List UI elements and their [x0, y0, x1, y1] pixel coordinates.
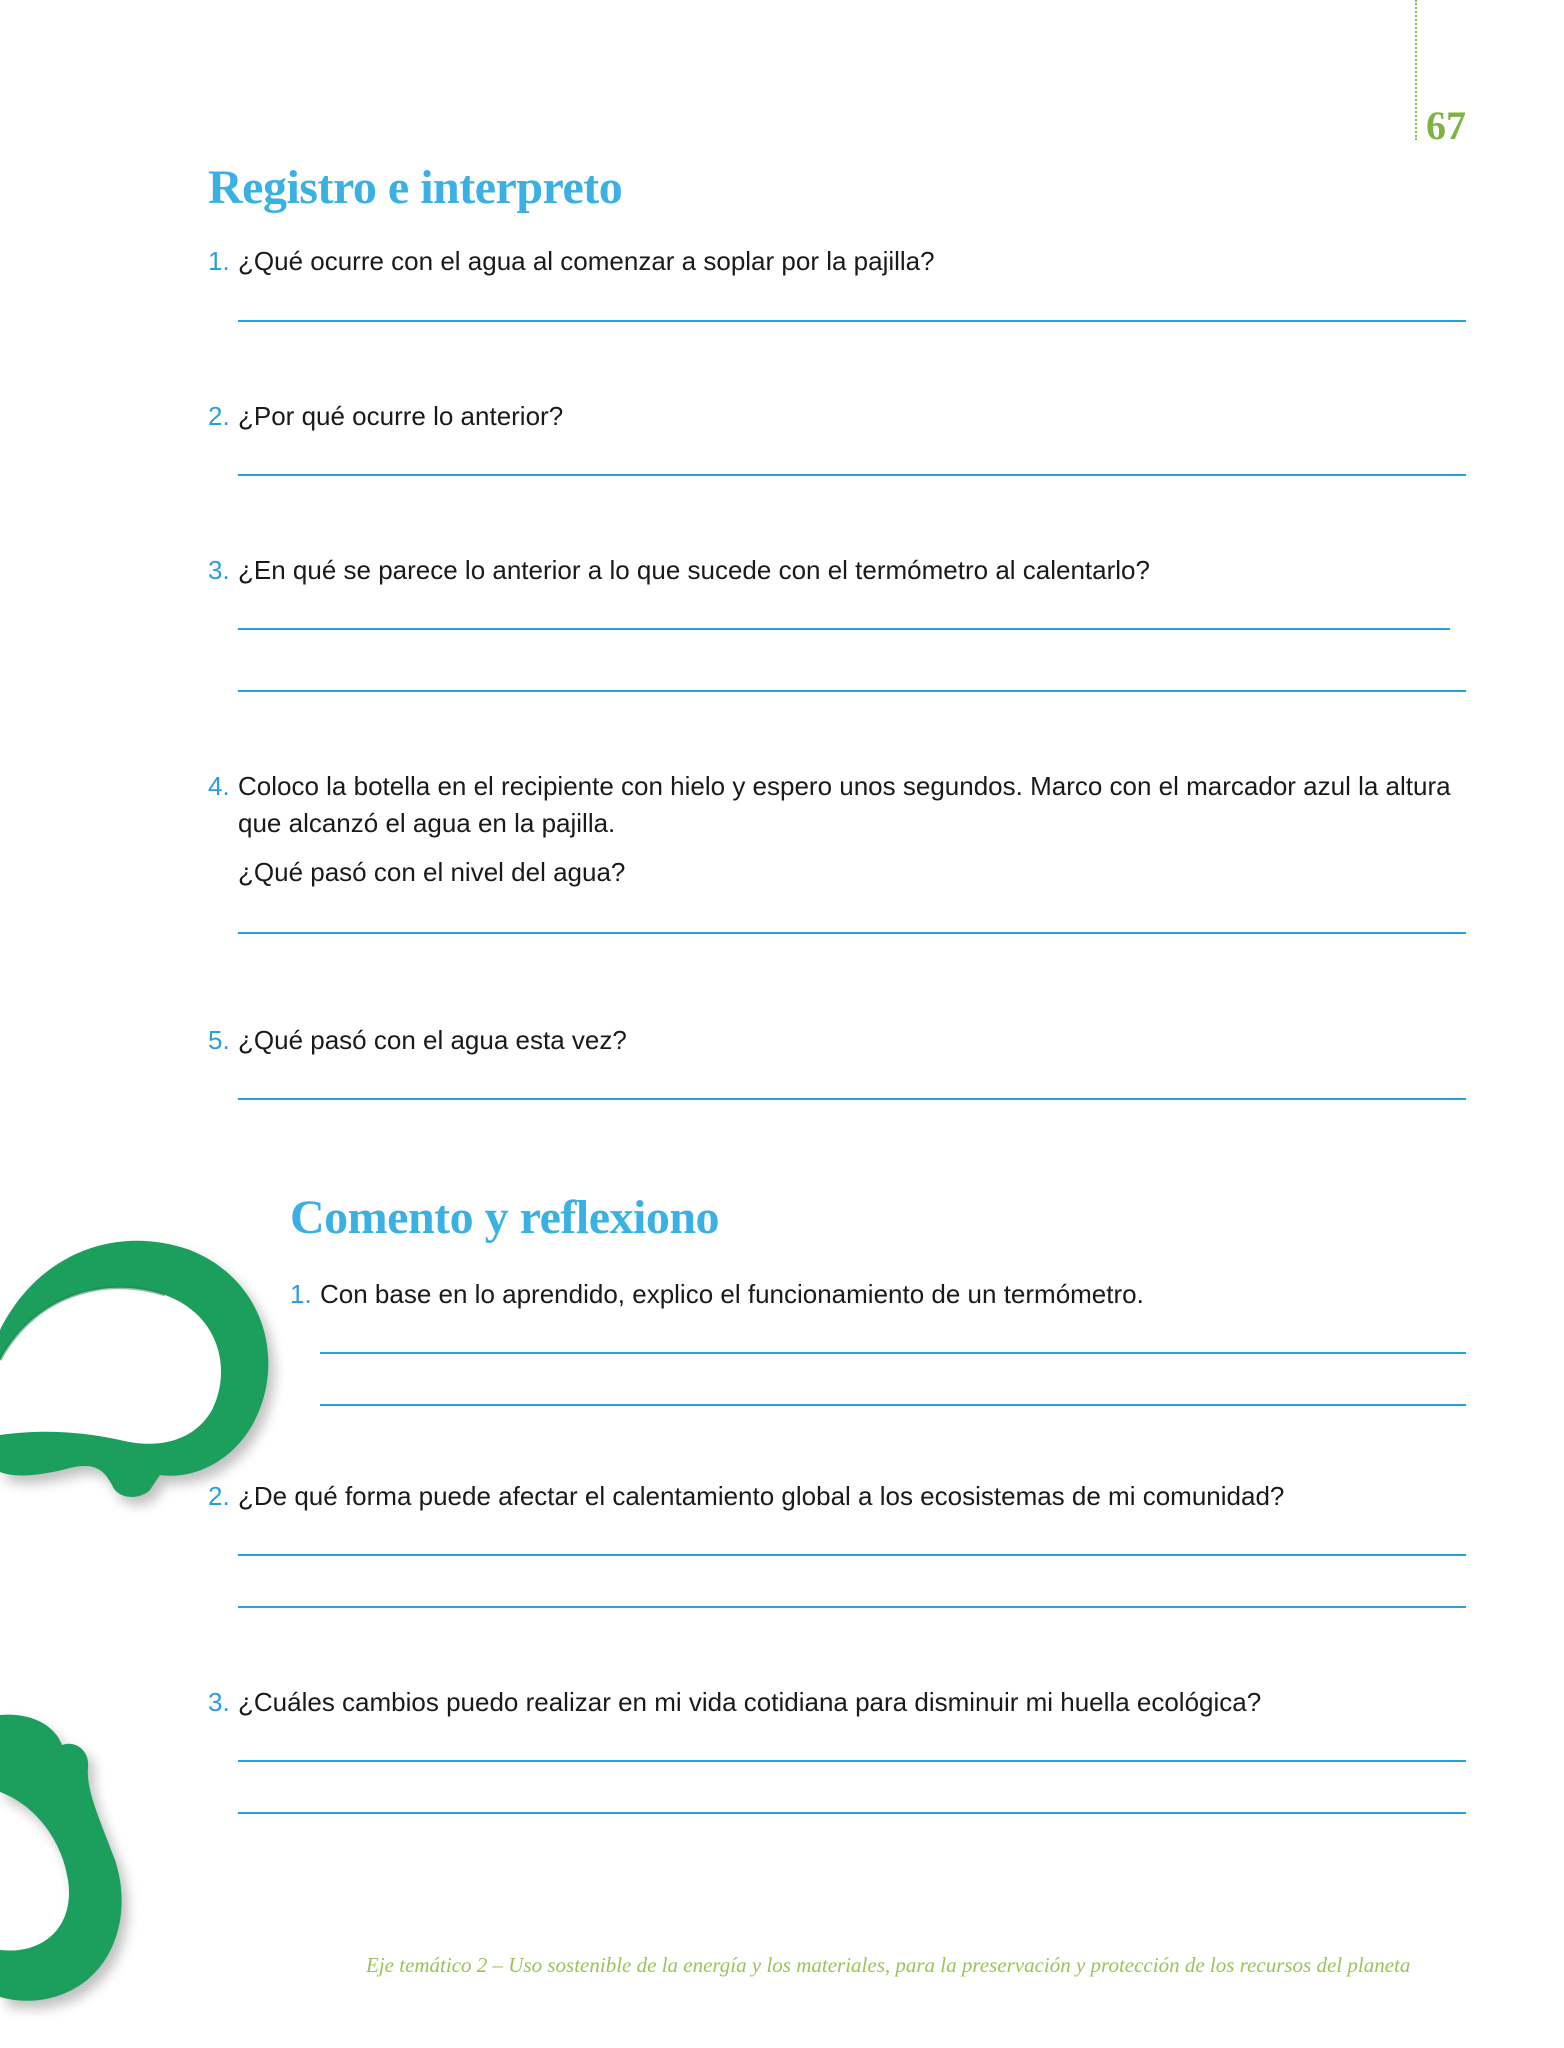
question-number: 2. — [208, 1481, 230, 1511]
question-3 — [208, 552, 1478, 589]
section-title-comento: Comento y reflexiono — [290, 1191, 720, 1244]
answer-line[interactable] — [238, 320, 1466, 322]
question-4 — [208, 768, 1478, 891]
question-number: 1. — [290, 1279, 312, 1309]
answer-line[interactable] — [320, 1352, 1466, 1354]
answer-line[interactable] — [238, 1760, 1466, 1762]
page-edge-rule — [1415, 0, 1417, 140]
answer-line[interactable] — [238, 1554, 1466, 1556]
question-5 — [208, 1022, 1478, 1059]
reflection-question-2 — [208, 1478, 1478, 1515]
question-text: Con base en lo aprendido, explico el funcionamiento de un termómetro. — [320, 1279, 1144, 1309]
question-number: 5. — [208, 1025, 230, 1055]
section-title-registro: Registro e interpreto — [208, 161, 623, 214]
question-2 — [208, 398, 1478, 435]
answer-line[interactable] — [238, 474, 1466, 476]
question-1 — [208, 243, 1478, 280]
reflection-question-3 — [208, 1684, 1478, 1721]
answer-line[interactable] — [238, 628, 1450, 630]
answer-line[interactable] — [238, 1812, 1466, 1814]
page-number: 67 — [1426, 103, 1466, 148]
answer-line[interactable] — [238, 1606, 1466, 1608]
page-footer: Eje temático 2 – Uso sostenible de la energía y los materiales, para la preservación y protección de los recursos del planeta — [366, 1953, 1411, 1977]
reflection-question-1 — [290, 1276, 1470, 1313]
question-text: ¿Por qué ocurre lo anterior? — [238, 401, 564, 431]
answer-line[interactable] — [238, 690, 1466, 692]
question-number: 3. — [208, 1687, 230, 1717]
question-number: 2. — [208, 401, 230, 431]
question-number: 1. — [208, 246, 230, 276]
question-subtext: ¿Qué pasó con el nivel del agua? — [238, 857, 626, 887]
question-text: Coloco la botella en el recipiente con hielo y espero unos segundos. Marco con el marcador azul la altura que alcanzó el agua en la pajilla. — [238, 771, 1451, 838]
answer-line[interactable] — [320, 1404, 1466, 1406]
question-text: ¿Qué pasó con el agua esta vez? — [238, 1025, 627, 1055]
question-text: ¿De qué forma puede afectar el calentamiento global a los ecosistemas de mi comunidad? — [238, 1481, 1285, 1511]
question-text: ¿En qué se parece lo anterior a lo que sucede con el termómetro al calentarlo? — [238, 555, 1150, 585]
answer-line[interactable] — [238, 1098, 1466, 1100]
question-text: ¿Cuáles cambios puedo realizar en mi vida cotidiana para disminuir mi huella ecológica? — [238, 1687, 1262, 1717]
question-number: 4. — [208, 771, 230, 801]
question-number: 3. — [208, 555, 230, 585]
question-text: ¿Qué ocurre con el agua al comenzar a soplar por la pajilla? — [238, 246, 935, 276]
answer-line[interactable] — [238, 932, 1466, 934]
